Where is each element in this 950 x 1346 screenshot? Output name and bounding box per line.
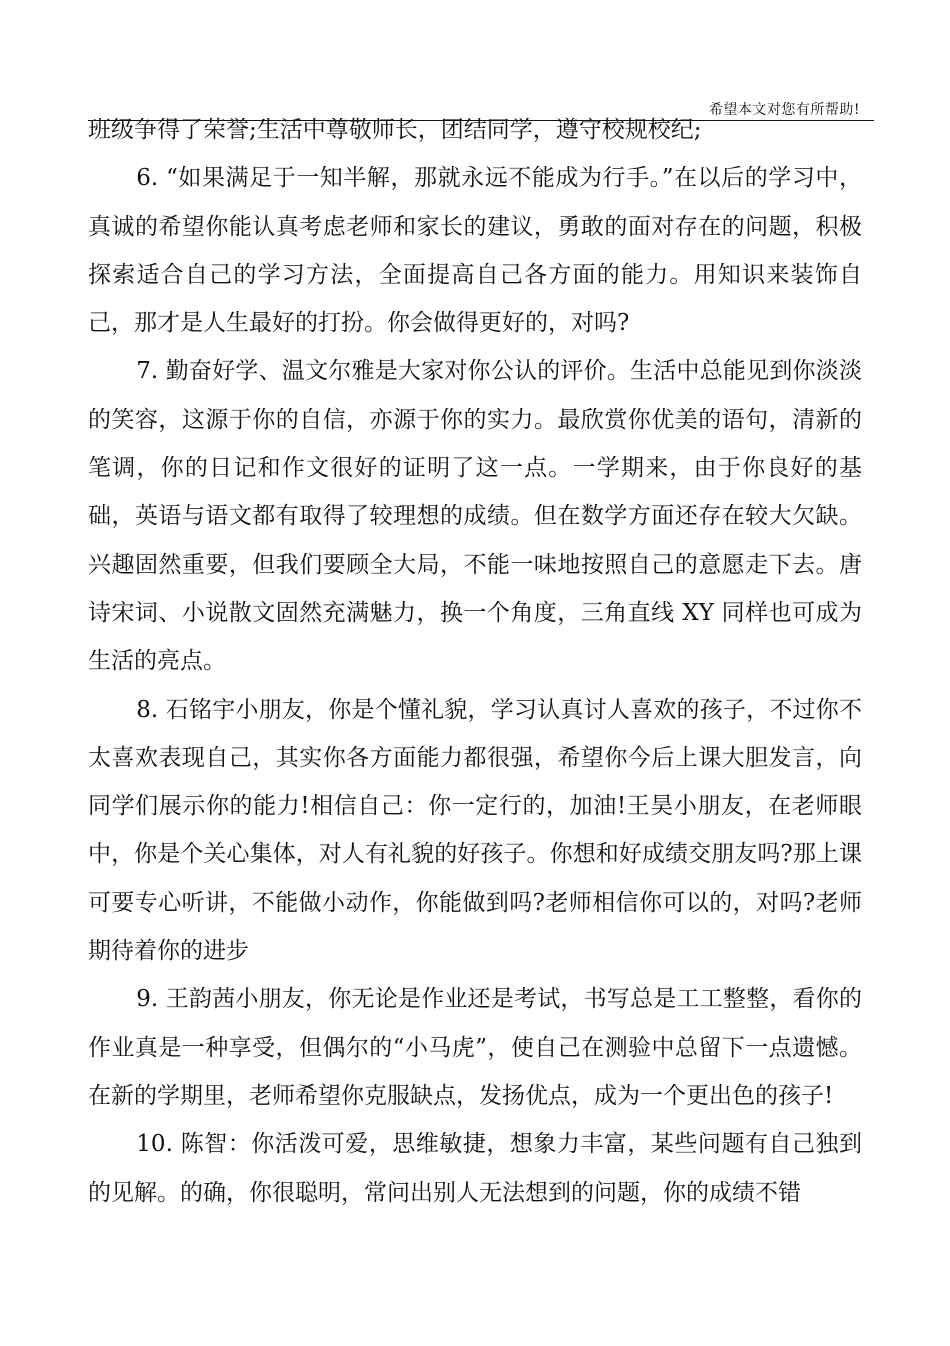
paragraph-item-10: 10. 陈智：你活泼可爱，思维敏捷，想象力丰富，某些问题有自己独到的见解。的确，你很聪明，常问出别人无法想到的问题，你的成绩不错 <box>88 1131 862 1206</box>
paragraph-item-9: 9. 王韵茜小朋友，你无论是作业还是考试，书写总是工工整整，看你的作业真是一种享受，但偶尔的“小马虎”，使自己在测验中总留下一点遗憾。在新的学期里，老师希望你克服缺点，发扬优点，成为一个更出色的孩子! <box>88 986 862 1109</box>
paragraph-continuation: 班级争得了荣誉;生活中尊敬师长，团结同学，遵守校规校纪; <box>88 117 702 143</box>
paragraph-item-8: 8. 石铭宇小朋友，你是个懂礼貌，学习认真讨人喜欢的孩子，不过你不太喜欢表现自己，其实你各方面能力都很强，希望你今后上课大胆发言，向同学们展示你的能力!相信自己：你一定行的，加油!王昊小朋友，在老师眼中，你是个关心集体，对人有礼貌的好孩子。你想和好成绩交朋友吗?那上课可要专心听讲，不能做小动作，你能做到吗?老师相信你可以的，对吗?老师期待着你的进步 <box>88 696 862 965</box>
paragraph-item-7: 7. 勤奋好学、温文尔雅是大家对你公认的评价。生活中总能见到你淡淡的笑容，这源于你的自信，亦源于你的实力。最欣赏你优美的语句，清新的笔调，你的日记和作文很好的证明了这一点。一学期来，由于你良好的基础，英语与语文都有取得了较理想的成绩。但在数学方面还存在较大欠缺。兴趣固然重要，但我们要顾全大局，不能一味地按照自己的意愿走下去。唐诗宋词、小说散文固然充满魅力，换一个角度，三角直线 XY 同样也可成为生活的亮点。 <box>88 358 862 675</box>
paragraph-item-6: 6. “如果满足于一知半解，那就永远不能成为行手。”在以后的学习中，真诚的希望你能认真考虑老师和家长的建议，勇敢的面对存在的问题，积极探索适合自己的学习方法，全面提高自己各方面的能力。用知识来装饰自己，那才是人生最好的打扮。你会做得更好的，对吗? <box>88 165 862 337</box>
header-note: 希望本文对您有所帮助! <box>708 102 860 118</box>
document-body <box>88 106 862 1217</box>
